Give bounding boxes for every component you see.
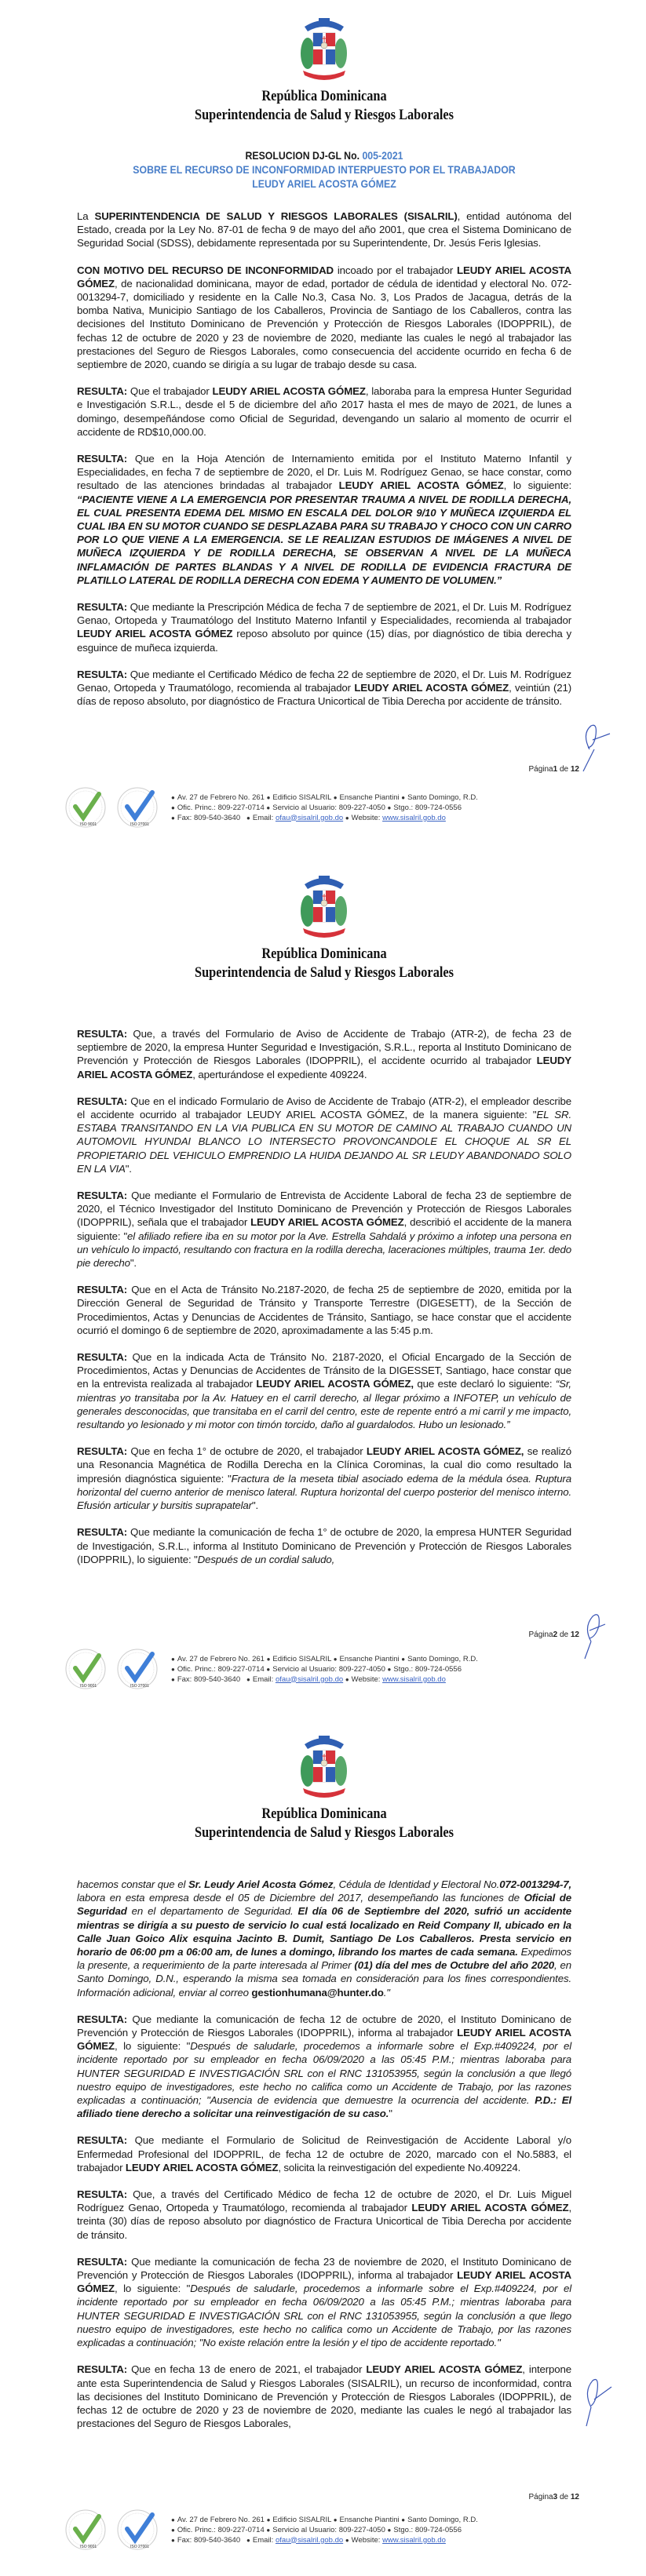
page-label: Página [528, 765, 553, 774]
footer [64, 786, 478, 829]
address-building: Edificio SISALRIL [272, 792, 332, 802]
page-of: de [557, 765, 571, 774]
coat-of-arms-icon [298, 1733, 350, 1802]
footer-line-1: ● Av. 27 de Febrero No. 261 ● Edificio SISALRIL ● Ensanche Piantini ● Santo Domingo, R.D. [171, 1654, 478, 1663]
resulta-paragraph [77, 600, 571, 654]
email-link[interactable]: ofau@sisalril.gob.do [275, 1674, 344, 1684]
resulta-paragraph [77, 1350, 571, 1431]
page-number [528, 765, 579, 774]
resulta-paragraph [77, 2188, 571, 2242]
website-link[interactable]: www.sisalril.gob.do [382, 1674, 446, 1684]
footer [64, 2509, 478, 2551]
resulta-paragraph [77, 2133, 571, 2174]
footer-line-1: ● Av. 27 de Febrero No. 261 ● Edificio SISALRIL ● Ensanche Piantini ● Santo Domingo, R.D. [171, 792, 478, 802]
page-current: 3 [553, 2493, 558, 2501]
website-link[interactable]: www.sisalril.gob.do [382, 813, 446, 822]
phone-santiago: Stgo.: 809-724-0556 [393, 803, 462, 812]
resolution-subtitle-2: LEUDY ARIEL ACOSTA GÓMEZ [252, 177, 396, 190]
coat-of-arms-icon [298, 873, 350, 942]
text: incoado por el trabajador [334, 264, 458, 276]
text: , lo siguiente: [503, 479, 571, 492]
interview-quote: el afiliado refiere iba en su motor por la Ave. Estrella Sahdalá y próximo a infotep una persona en un vehículo lo impactó, resultando con fractura en la rodilla derecha, laceraciones múltiples, trauma 1er. dedo pie derecho [77, 1230, 571, 1270]
phone-main: Ofic. Princ.: 809-227-0714 [177, 803, 265, 812]
text: , laboraba para la empresa Hunter Seguridad e Investigación S.R.L., desde el 5 de diciembre del año 2017 hasta el mes de mayo de 2021, de lunes a domingo, desempeñándose como Oficial de Seguridad, devengando un salario al momento de ocurrir el accidente de RD$10,000.00. [77, 385, 571, 438]
page-current: 1 [553, 765, 558, 774]
email-label: Email: [252, 1674, 274, 1684]
text: Que en el Acta de Tránsito No.2187-2020, de fecha 25 de septiembre de 2020, emitida por la Dirección General de Seguridad de Tránsito y Transporte Terrestre (DIGESETT), de la Sección de Procedimientos, Actas y Denuncias de Accidentes de Tránsito, Santiago, se hace constar que el accidente ocurrió el domingo 6 de septiembre de 2020, aproximadamente a las 5:45 p.m. [77, 1284, 571, 1336]
text: " [389, 2108, 392, 2120]
bold-text: SUPERINTENDENCIA DE SALUD Y RIESGOS LABORALES (SISALRIL) [94, 210, 458, 222]
website-label: Website: [351, 2535, 381, 2545]
resulta-paragraph [77, 1095, 571, 1175]
page-label: Página [528, 1630, 553, 1639]
worker-name: LEUDY ARIEL ACOSTA GÓMEZ [212, 385, 366, 398]
statement-quote: “Sr, mientras yo transitaba por la Av. Hatuey en el carril derecho, al llegar próximo a INFOTEP, un vehículo de generales desconocidas, que transitaba en el carril del centro, este de repente entró a mi carril y me impacto, resultando yo lesionado y mi motor con timón torcido, daño al guardalodos. Hubo un lesionado.” [77, 1378, 571, 1431]
resulta-label: RESULTA: [77, 1095, 128, 1107]
worker-name: LEUDY ARIEL ACOSTA GÓMEZ [77, 2027, 571, 2053]
email-label: Email: [252, 813, 274, 822]
iso-27001-seal-icon [116, 2509, 159, 2551]
resulta-label: RESULTA: [77, 601, 128, 614]
page-current: 2 [553, 1630, 558, 1639]
text: Que mediante la Prescripción Médica de fecha 7 de septiembre de 2021, el Dr. Luis M. Rodríguez Genao, Ortopeda y Traumatólogo del Instituto Materno Infantil y Especialidades, recomienda al trabajador [77, 601, 572, 627]
header-country: República Dominicana [261, 88, 387, 104]
resulta-paragraph [77, 1027, 571, 1081]
address-building: Edificio SISALRIL [272, 1654, 332, 1663]
footer-line-2: ● Ofic. Princ.: 809-227-0714 ● Servicio al Usuario: 809-227-4050 ● Stgo.: 809-724-0556 [171, 1664, 462, 1674]
page-label: Página [528, 2493, 553, 2501]
resulta-label: RESULTA: [77, 1284, 128, 1296]
worker-name: Sr. Leudy Ariel Acosta Gómez [188, 1878, 334, 1890]
svg-text:ISO 9001: ISO 9001 [80, 1684, 97, 1689]
text: Expedimos la presente, a requerimiento de la parte interesada al Primer [77, 1946, 571, 1972]
footer-line-3: ● Fax: 809-540-3640 ● Email: ofau@sisalril.gob.do ● Website: www.sisalril.gob.do [171, 1674, 446, 1684]
worker-name: LEUDY ARIEL ACOSTA GÓMEZ [77, 264, 571, 290]
coat-of-arms-icon [298, 16, 350, 85]
text: La [77, 210, 95, 222]
text: Que el trabajador [127, 385, 213, 398]
svg-text:ISO 27001: ISO 27001 [130, 1684, 149, 1689]
employer-quote: EL SR. ESTABA TRANSITANDO EN LA VIA PUBLICA EN SU MOTOR DE CAMINO AL TRABAJO CUANDO UN AUTOMOVIL HYUNDAI BLANCO LO INTERSECTO PROVONCANDOLE EL CHOQUE AL SR EL PROPIETARIO DEL VEHICULO EMPRENDIO LA HUIDA DEJANDO AL SR LEUDY ABANDONADO SOLO EN LA VIA [77, 1109, 572, 1175]
text: , Cédula de Identidad y Electoral No. [333, 1878, 500, 1890]
idoppril-quote: Después de saludarle, procedemos a informarle sobre el Exp.#409224, por el incidente reportado por su empleador en fecha 06/09/2020 a las 05:45 P.M.; mientras laboraba para HUNTER SEGURIDAD E INVESTIGACIÓN SRL con el RNC 131053955, según la conclusión a que llegó nuestro equipo de investigadores, este hecho no califica como un Accidente de Trabajo, por las razones explicadas a continuación; "Ausencia de evidencia que demuestre la ocurrencia del accidente. [77, 2040, 571, 2107]
phone-santiago: Stgo.: 809-724-0556 [393, 1664, 462, 1674]
svg-text:ISO 9001: ISO 9001 [80, 822, 97, 827]
text: ". [130, 1257, 137, 1270]
iso-9001-seal-icon [64, 2509, 107, 2551]
text: hacemos constar que el [77, 1878, 188, 1890]
text: , de nacionalidad dominicana, mayor de edad, portador de cédula de identidad y electoral No. 072-0013294-7, domiciliado y residente en la Calle No.3, Casa No. 3, Los Prados de Jacagua, detrás de la bomba Nativa, Municipio Santiago de los Caballeros, Provincia de Santiago de los Caballeros, contra las decisiones del Instituto Dominicano de Prevención y Protección de Riesgos Laborales (IDOPPRIL), de fechas 12 de octubre de 2020 y 23 de noviembre de 2020, mediante las cuales le negó al trabajador las prestaciones del Seguro de Riesgos Laborales, como consecuencia del accidente ocurrido en fecha 6 de septiembre de 2020, cuando se dirigía a su lugar de trabajo desde su casa. [77, 277, 571, 371]
svg-text:ISO 27001: ISO 27001 [130, 2545, 149, 2549]
resolution-number: 005-2021 [362, 149, 403, 162]
resulta-label: RESULTA: [77, 2363, 128, 2376]
postscript: P.D.: El afiliado tiene derecho a solicitar una reinvestigación de su caso. [77, 2094, 572, 2120]
document-page-2 [0, 873, 646, 1713]
footer-address [171, 1654, 478, 1685]
resulta-paragraph [77, 1189, 571, 1270]
worker-name: LEUDY ARIEL ACOSTA GÓMEZ [125, 2161, 279, 2173]
header-agency: Superintendencia de Salud y Riesgos Laborales [194, 1824, 454, 1841]
text: labora en esta empresa desde el 05 de Diciembre del 2017, desempeñando las funciones de [77, 1892, 524, 1904]
footer-line-2: ● Ofic. Princ.: 809-227-0714 ● Servicio al Usuario: 809-227-4050 ● Stgo.: 809-724-0556 [171, 2525, 462, 2534]
text: , entidad autónoma del Estado, creada por la Ley No. 87-01 de fecha 9 de mayo del año 2001, que crea el Sistema Dominicano de Seguridad Social (SDSS), debidamente representada por su Superintendente, Dr. Jesús Feris Iglesias. [77, 210, 571, 250]
email-link[interactable]: ofau@sisalril.gob.do [275, 813, 344, 822]
position: Oficial de Seguridad [77, 1892, 572, 1918]
footer [64, 1648, 478, 1690]
address-city: Santo Domingo, R.D. [407, 792, 478, 802]
worker-name: LEUDY ARIEL ACOSTA GÓMEZ [366, 2363, 523, 2376]
bold-text: CON MOTIVO DEL RECURSO DE INCONFORMIDAD [77, 264, 334, 276]
company-letter-quote: Después de un cordial saludo, [197, 1553, 335, 1565]
text: , describió el accidente de la manera siguiente: " [77, 1216, 571, 1242]
accident-description: El día 06 de Septiembre del 2020, sufrió un accidente mientras se dirigía a su puesto de servicio lo cual está localizado en Reid Company II, ubicado en la Calle Juan Goico Alix esquina Jacinto B. Dumit, Santiago De Los Caballeros. Presta servicio en horario de 06:00 pm a 06:00 am, de lunes a domingo, librando los martes de cada semana. [77, 1905, 571, 1958]
medical-quote: “PACIENTE VIENE A LA EMERGENCIA POR PRESENTAR TRAUMA A NIVEL DE RODILLA DERECHA, EL CUAL PRESENTA EDEMA DEL MISMO EN ESCALA DEL DOLOR 9/10 Y MUÑECA IZQUIERDA EL CUAL IBA EN SU MOTOR CUANDO SE DESPLAZABA PARA SU TRABAJO Y CHOCO CON UN CARRO POR LO QUE VIENE A LA EMERGENCIA. SE LE REALIZAN ESTUDIOS DE IMÁGENES A NIVEL DE MUÑECA IZQUIERDA Y DE RODILLA DERECHA, SE OBSERVAN A NIVEL DE LA MUÑECA INFLAMACIÓN DE PARTES BLANDAS Y A NIVEL DE RODILLA DE EVIDENCIA FRACTURA DE PLATILLO LATERAL DE RODILLA DERECHA CON EDEMA Y AUMENTO DE VOLUMEN.” [77, 493, 571, 586]
text: Que mediante el Formulario de Entrevista de Accidente Laboral de fecha 23 de septiembre de 2020, el Técnico Investigador del Instituto Dominicano de Prevención y Protección de Riesgos Laborales (IDOPPRIL), señala que el trabajador [77, 1190, 571, 1229]
resulta-label: RESULTA: [77, 2013, 128, 2025]
company-letter-continuation [77, 1878, 571, 1999]
resulta-label: RESULTA: [77, 2134, 128, 2147]
text: , lo siguiente: " [115, 2040, 191, 2053]
phone-service: Servicio al Usuario: 809-227-4050 [272, 1664, 385, 1674]
resolution-prefix: RESOLUCION DJ-GL No [245, 149, 357, 162]
text: Que, a través del Formulario de Aviso de Accidente de Trabajo (ATR-2), de fecha 23 de septiembre de 2020, la empresa Hunter Seguridad e Investigación, S.R.L., reporta al Instituto Dominicano de Prevención y Protección de Riesgos Laborales (IDOPPRIL), el accidente ocurrido al trabajador [77, 1028, 571, 1067]
website-label: Website: [351, 1674, 381, 1684]
email-label: Email: [252, 2535, 274, 2545]
address-sector: Ensanche Piantini [339, 1654, 400, 1663]
signature-initials-icon [574, 718, 613, 773]
worker-name: LEUDY ARIEL ACOSTA GÓMEZ [411, 2202, 569, 2214]
footer-address [171, 792, 478, 823]
motive-paragraph [77, 264, 571, 372]
signature-initials-icon [574, 2373, 613, 2428]
worker-name: LEUDY ARIEL ACOSTA GÓMEZ [354, 682, 509, 694]
resulta-label: RESULTA: [77, 1526, 128, 1539]
resolution-dot: . [356, 149, 363, 162]
address-city: Santo Domingo, R.D. [407, 1654, 478, 1663]
resulta-paragraph [77, 2255, 571, 2349]
header-agency: Superintendencia de Salud y Riesgos Laborales [194, 964, 454, 981]
footer-line-3: ● Fax: 809-540-3640 ● Email: ofau@sisalril.gob.do ● Website: www.sisalril.gob.do [171, 2535, 446, 2545]
letterhead [77, 88, 571, 126]
worker-name: LEUDY ARIEL ACOSTA GÓMEZ, [366, 1445, 524, 1458]
address-building: Edificio SISALRIL [272, 2515, 332, 2524]
resulta-paragraph [77, 2013, 571, 2121]
page-number [528, 2493, 579, 2501]
svg-text:ISO 9001: ISO 9001 [80, 2545, 97, 2549]
header-country: República Dominicana [261, 1805, 387, 1822]
resulta-paragraph [77, 668, 571, 709]
text: Que, a través del Certificado Médico de fecha 12 de octubre de 2020, el Dr. Luis Miguel Rodríguez Genao, Ortopeda y Traumatólogo, recomienda al trabajador [77, 2188, 571, 2214]
iso-27001-seal-icon [116, 1648, 159, 1690]
text: Que mediante la comunicación de fecha 23 de noviembre de 2020, el Instituto Dominicano de Prevención y Protección de Riesgos Laborales (IDOPPRIL), informa al trabajador [77, 2255, 571, 2282]
resulta-paragraph [77, 452, 571, 587]
text: ". [125, 1162, 132, 1175]
resulta-paragraph [77, 1445, 571, 1512]
id-number: 072-0013294-7, [499, 1878, 572, 1890]
iso-9001-seal-icon [64, 1648, 107, 1690]
worker-name: LEUDY ARIEL ACOSTA GÓMEZ, [256, 1378, 414, 1390]
footer-line-2: ● Ofic. Princ.: 809-227-0714 ● Servicio al Usuario: 809-227-4050 ● Stgo.: 809-724-0556 [171, 803, 462, 812]
fax: Fax: 809-540-3640 [177, 1674, 241, 1684]
address-street: Av. 27 de Febrero No. 261 [177, 2515, 265, 2524]
idoppril-quote: Después de saludarle, procedemos a informarle sobre el Exp.#409224, por el incidente reportado por su empleador en fecha 06/09/2020 a las 05:45 P.M.; mientras laboraba para HUNTER SEGURIDAD E INVESTIGACIÓN SRL con el RNC 131053955, según la conclusión a que llego nuestro equipo de investigadores, este hecho no califica como un Accidente de Trabajo, por las razones explicadas a continuación; "No existe relación entre la lesión y el tipo de accidente reportado." [77, 2283, 571, 2349]
text: Que en la indicada Acta de Tránsito No. 2187-2020, el Oficial Encargado de la Sección de Procedimientos, Actas y Denuncias de Accidentes de Tránsito de la DIGESSET, Santiago, hace constar que en la entrevista realizada al trabajador [77, 1351, 571, 1390]
footer-line-3: ● Fax: 809-540-3640 ● Email: ofau@sisalril.gob.do ● Website: www.sisalril.gob.do [171, 813, 446, 822]
resulta-label: RESULTA: [77, 1445, 128, 1458]
page-total: 12 [570, 1630, 579, 1639]
worker-name: LEUDY ARIEL ACOSTA GÓMEZ [77, 2269, 571, 2295]
text: , en Santo Domingo, D.N., esperando la misma sea tomada en consideración para los fines correspondientes. Información adicional, enviar al correo [77, 1959, 571, 1998]
email-link[interactable]: ofau@sisalril.gob.do [275, 2535, 344, 2545]
document-page-1 [0, 16, 646, 859]
text: Que en fecha 13 de enero de 2021, el trabajador [127, 2363, 367, 2376]
fax: Fax: 809-540-3640 [177, 2535, 241, 2545]
address-city: Santo Domingo, R.D. [407, 2515, 478, 2524]
address-sector: Ensanche Piantini [339, 2515, 400, 2524]
text: reposo absoluto por quince (15) días, por diagnóstico de tibia derecha y esguince de muñeca izquierda. [77, 628, 572, 654]
intro-paragraph [77, 210, 571, 250]
resulta-paragraph [77, 2363, 571, 2430]
text: , lo siguiente: " [115, 2283, 191, 2295]
text: ." [383, 1986, 390, 1998]
text: Que en fecha 1° de octubre de 2020, el trabajador [127, 1445, 367, 1458]
address-sector: Ensanche Piantini [339, 792, 400, 802]
resulta-label: RESULTA: [77, 668, 128, 680]
resulta-label: RESULTA: [77, 453, 128, 465]
page-total: 12 [570, 765, 579, 774]
header-agency: Superintendencia de Salud y Riesgos Laborales [194, 107, 454, 123]
website-link[interactable]: www.sisalril.gob.do [382, 2535, 446, 2545]
resulta-paragraph [77, 1283, 571, 1337]
resolution-subtitle-1: SOBRE EL RECURSO DE INCONFORMIDAD INTERPUESTO POR EL TRABAJADOR [133, 163, 516, 176]
phone-service: Servicio al Usuario: 809-227-4050 [272, 2525, 385, 2534]
resulta-paragraph [77, 384, 571, 439]
text: , treinta (30) días de reposo absoluto por diagnóstico de Fractura Unicortical de Tibia Derecha por accidente de tránsito. [77, 2202, 571, 2241]
text: , aperturándose el expediente 409224. [192, 1068, 367, 1080]
header-country: República Dominicana [261, 946, 387, 962]
footer-line-1: ● Av. 27 de Febrero No. 261 ● Edificio SISALRIL ● Ensanche Piantini ● Santo Domingo, R.D. [171, 2515, 478, 2524]
phone-santiago: Stgo.: 809-724-0556 [393, 2525, 462, 2534]
text: Que en el indicado Formulario de Aviso de Accidente de Trabajo (ATR-2), el empleador describe el accidente ocurrido al trabajador LEUDY ARIEL ACOSTA GÓMEZ, de la manera siguiente: " [77, 1095, 571, 1121]
page-total: 12 [570, 2493, 579, 2501]
resulta-label: RESULTA: [77, 1028, 128, 1040]
text: Que en la Hoja Atención de Internamiento emitida por el Instituto Materno Infantil y Especialidades, en fecha 7 de septiembre de 2020, el Dr. Luis M. Rodríguez Genao, se hace constar, como resultado de las atenciones brindadas al trabajador [77, 453, 571, 492]
text: Que mediante el Formulario de Solicitud de Reinvestigación de Accidente Laboral y/o Enfermedad Profesional del IDOPPRIL, de fecha 12 de octubre de 2020, marcado con el No.5883, el trabajador [77, 2134, 571, 2173]
text: , solicita la reinvestigación del expediente No.409224. [278, 2161, 521, 2173]
contact-email: gestionhumana@hunter.do [251, 1986, 384, 1998]
text: , veintiún (21) días de reposo absoluto, por diagnóstico de Fractura Unicortical de Tibia Derecha por accidente de tránsito. [77, 682, 571, 708]
resulta-label: RESULTA: [77, 2255, 128, 2268]
resulta-label: RESULTA: [77, 2188, 128, 2201]
text: Que mediante el Certificado Médico de fecha 22 de septiembre de 2020, el Dr. Luis M. Rodríguez Genao, Ortopeda y Traumatólogo, recomienda al trabajador [77, 668, 571, 694]
text: , interpone ante esta Superintendencia de Salud y Riesgos Laborales (SISALRIL), un recurso de inconformidad, contra las decisiones del Instituto Dominicano de Prevención y Protección de Riesgos Laborales (IDOPPRIL), de fechas 12 de octubre de 2020 y 23 de noviembre de 2020, mediante las cuales le negó al trabajador las prestaciones del Seguro de Riesgos Laborales, [77, 2363, 571, 2430]
fax: Fax: 809-540-3640 [177, 813, 241, 822]
text: ". [251, 1499, 259, 1512]
worker-name: LEUDY ARIEL ACOSTA GÓMEZ [250, 1216, 404, 1229]
address-street: Av. 27 de Febrero No. 261 [177, 792, 265, 802]
resulta-label: RESULTA: [77, 385, 128, 398]
document-page-3 [0, 1733, 646, 2576]
resulta-label: RESULTA: [77, 1190, 128, 1202]
text: Que mediante la comunicación de fecha 1° de octubre de 2020, la empresa HUNTER Seguridad de Investigación, S.R.L., informa al Instituto Dominicano de Prevención y Protección de Riesgos Laborales (IDOPPRIL), lo siguiente: " [77, 1526, 571, 1565]
text: en el departamento de Seguridad. [126, 1905, 298, 1918]
svg-text:ISO 27001: ISO 27001 [130, 822, 149, 827]
letterhead [77, 1805, 571, 1843]
issue-date: (01) día del mes de Octubre del año 2020 [354, 1959, 554, 1972]
phone-main: Ofic. Princ.: 809-227-0714 [177, 1664, 265, 1674]
text: Que mediante la comunicación de fecha 12 de octubre de 2020, el Instituto Dominicano de Prevención y Protección de Riesgos Laborales (IDOPPRIL), informa al trabajador [77, 2013, 571, 2039]
footer-address [171, 2515, 478, 2545]
page-number [528, 1630, 579, 1639]
phone-main: Ofic. Princ.: 809-227-0714 [177, 2525, 265, 2534]
phone-service: Servicio al Usuario: 809-227-4050 [272, 803, 385, 812]
worker-name: LEUDY ARIEL ACOSTA GÓMEZ [77, 628, 233, 640]
page-of: de [557, 2493, 571, 2501]
worker-name: LEUDY ARIEL ACOSTA GÓMEZ [77, 1055, 571, 1080]
worker-name: LEUDY ARIEL ACOSTA GÓMEZ [338, 479, 504, 492]
address-street: Av. 27 de Febrero No. 261 [177, 1654, 265, 1663]
diagnosis-quote: Fractura de la meseta tibial asociado edema de la médula ósea. Ruptura horizontal del cuerno anterior de menisco lateral. Ruptura horizontal del cuerpo posterior del menisco interno. Efusión articular y bursitis suprapatelar [77, 1472, 571, 1512]
letterhead [77, 946, 571, 983]
text: se realizó una Resonancia Magnética de Rodilla Derecha en la Clínica Corominas, la cual dio como resultado la impresión diagnóstica siguiente: " [77, 1445, 571, 1485]
iso-9001-seal-icon [64, 786, 107, 829]
resulta-paragraph [77, 1525, 571, 1566]
website-label: Website: [351, 813, 381, 822]
signature-initials-icon [574, 1607, 613, 1662]
iso-27001-seal-icon [116, 786, 159, 829]
page-of: de [557, 1630, 571, 1639]
text: que este declaró lo siguiente: [413, 1378, 556, 1390]
resolution-title [107, 149, 542, 162]
resulta-label: RESULTA: [77, 1351, 128, 1364]
